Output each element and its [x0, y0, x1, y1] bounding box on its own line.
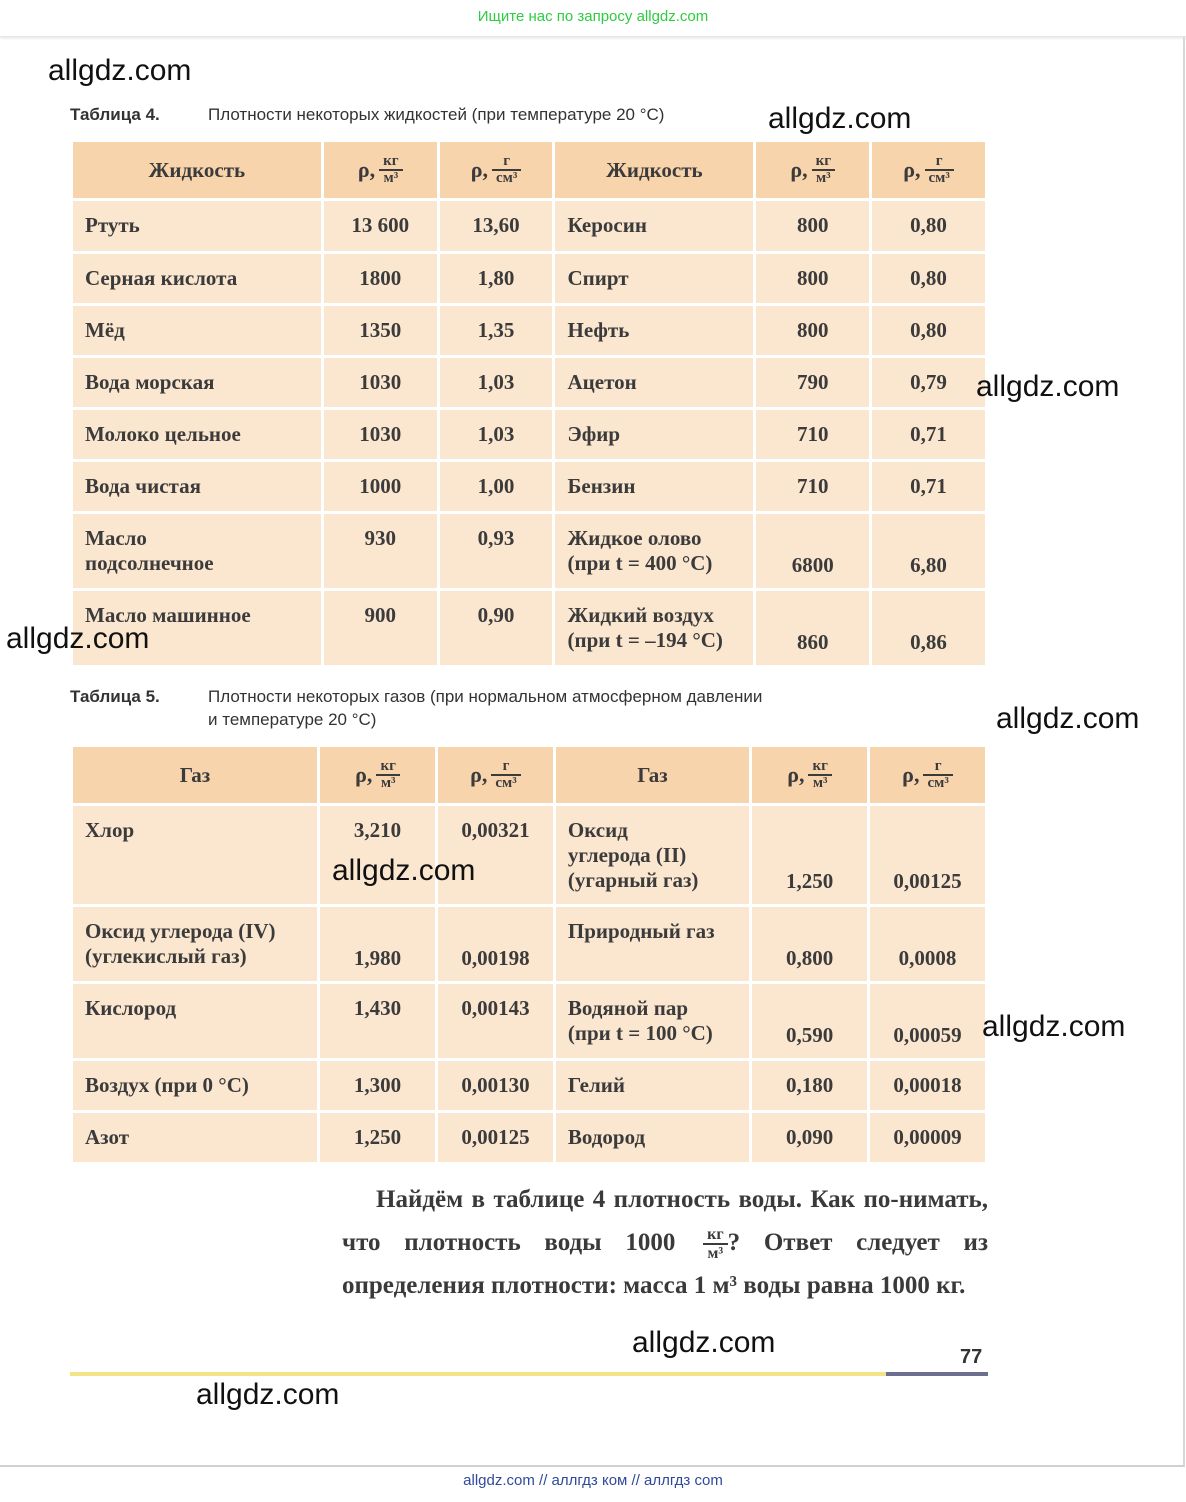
- table4-cell-value: 1,35: [440, 306, 553, 355]
- table4-cell-name: Ацетон: [555, 358, 753, 407]
- table5-row: [73, 1113, 985, 1162]
- table4-cell-name: Керосин: [555, 201, 753, 251]
- table5-cell-value: 0,00018: [870, 1061, 985, 1110]
- table5-caption: [70, 687, 763, 729]
- table5-cell-value: 0,00130: [438, 1061, 553, 1110]
- watermark: allgdz.com: [6, 622, 150, 655]
- table4-header-name2: Жидкость: [555, 142, 753, 198]
- paragraph-part2: ? Ответ следует из определения плотности: масса 1 м³ воды равна 1000 кг.: [342, 1229, 988, 1299]
- table4-row: [73, 410, 985, 459]
- table5-cell-name: Водород: [556, 1113, 749, 1162]
- table4-cell-value: 1030: [324, 358, 437, 407]
- table5-cell-name: Природный газ: [556, 907, 749, 981]
- table4-cell-value: 800: [756, 201, 869, 251]
- table4-cell-value: 1,80: [440, 254, 553, 303]
- table5-row: [73, 907, 985, 981]
- table4-header-kgm3-2: ρ, $\frac{кг}{\text{м³}}$: [756, 142, 869, 198]
- watermark: allgdz.com: [48, 54, 192, 87]
- watermark: allgdz.com: [982, 1010, 1126, 1043]
- table5-cell-name: Оксид углерода (II) (угарный газ): [556, 806, 749, 904]
- table5-cell-value: 0,00198: [438, 907, 553, 981]
- table4-row: [73, 514, 985, 588]
- table5-cell-value: 1,300: [320, 1061, 435, 1110]
- table5-label: Таблица 5.: [70, 687, 160, 706]
- top-banner: [0, 0, 1186, 37]
- table5-cell-value: 0,00125: [438, 1113, 553, 1162]
- table5-cell-value: 0,00059: [870, 984, 985, 1058]
- table5-cell-value: 0,180: [752, 1061, 867, 1110]
- table4-cell-value: 0,80: [872, 254, 985, 303]
- table4-cell-value: 1000: [324, 462, 437, 511]
- table5-cell-name: Гелий: [556, 1061, 749, 1110]
- table5-cell-name: Оксид углерода (IV) (углекислый газ): [73, 907, 317, 981]
- table4-cell-value: 800: [756, 306, 869, 355]
- table5-cell-name: Азот: [73, 1113, 317, 1162]
- table5-cell-name: Воздух (при 0 °С): [73, 1061, 317, 1110]
- table4-header-kgm3: ρ, $\frac{кг}{\text{м³}}$: [324, 142, 437, 198]
- page-number: 77: [960, 1346, 983, 1368]
- table5-cell-value: 1,430: [320, 984, 435, 1058]
- table4-cell-value: 1,00: [440, 462, 553, 511]
- table4-cell-name: Ртуть: [73, 201, 321, 251]
- table5-cell-value: 0,00125: [870, 806, 985, 904]
- table4-cell-value: 1800: [324, 254, 437, 303]
- table5-row: [73, 984, 985, 1058]
- table4-cell-name: Бензин: [555, 462, 753, 511]
- table5-cell-value: 1,250: [320, 1113, 435, 1162]
- table4-row: [73, 591, 985, 665]
- table5-title-line1: Плотности некоторых газов (при нормальном атмосферном давлении: [208, 687, 763, 706]
- table5-header-kgm3: ρ, $\frac{кг}{\text{м³}}$: [320, 747, 435, 803]
- table5-cell-value: 0,0008: [870, 907, 985, 981]
- table4-cell-value: 0,86: [872, 591, 985, 665]
- table4-cell-value: 13,60: [440, 201, 553, 251]
- table4-cell-value: 1,03: [440, 410, 553, 459]
- table5-cell-name: Хлор: [73, 806, 317, 904]
- table5-cell-value: 1,250: [752, 806, 867, 904]
- table5-cell-name: Кислород: [73, 984, 317, 1058]
- table4-cell-value: 900: [324, 591, 437, 665]
- table4-row: [73, 254, 985, 303]
- paragraph-part1: Найдём в таблице 4 плотность воды. Как по-нимать, что плотность воды 1000: [342, 1186, 988, 1256]
- table5-header-gcm3-2: ρ, $\frac{г}{\text{см³}}$: [870, 747, 985, 803]
- table5-header-gcm3: ρ, $\frac{г}{\text{см³}}$: [438, 747, 553, 803]
- body-paragraph: [342, 1178, 988, 1307]
- table4-cell-value: 0,80: [872, 306, 985, 355]
- table5-cell-value: 3,210: [320, 806, 435, 904]
- footer-rule-yellow: [70, 1372, 886, 1376]
- table4-cell-value: 0,80: [872, 201, 985, 251]
- table4-cell-name: Нефть: [555, 306, 753, 355]
- table4-cell-value: 0,71: [872, 410, 985, 459]
- footer-rule-blue: [886, 1372, 988, 1376]
- watermark: allgdz.com: [332, 854, 476, 887]
- table4-row: [73, 201, 985, 251]
- table4-cell-name: Спирт: [555, 254, 753, 303]
- table4-cell-value: 13 600: [324, 201, 437, 251]
- watermark: allgdz.com: [768, 102, 912, 135]
- table5-cell-value: 0,00009: [870, 1113, 985, 1162]
- table4-cell-name: Жидкий воздух (при t = –194 °С): [555, 591, 753, 665]
- table5-row: [73, 1061, 985, 1110]
- table4-cell-value: 930: [324, 514, 437, 588]
- table5-title-line2: и температуре 20 °С): [208, 710, 377, 729]
- table4: [70, 139, 988, 668]
- table4-cell-name: Серная кислота: [73, 254, 321, 303]
- table4-cell-value: 710: [756, 410, 869, 459]
- table4-cell-value: 0,90: [440, 591, 553, 665]
- paragraph-unit: $\frac{кг}{\text{м³}}$: [703, 1226, 727, 1262]
- table4-cell-value: 0,79: [872, 358, 985, 407]
- table4-cell-value: 1350: [324, 306, 437, 355]
- table5-cell-name: Водяной пар (при t = 100 °С): [556, 984, 749, 1058]
- table5-cell-value: 0,590: [752, 984, 867, 1058]
- table4-cell-value: 710: [756, 462, 869, 511]
- table5: [70, 744, 988, 1165]
- table4-cell-name: Масло машинное: [73, 591, 321, 665]
- table4-cell-value: 6800: [756, 514, 869, 588]
- table4-row: [73, 358, 985, 407]
- table4-cell-name: Мёд: [73, 306, 321, 355]
- watermark: allgdz.com: [196, 1378, 340, 1411]
- table4-cell-value: 6,80: [872, 514, 985, 588]
- table4-header-gcm3: ρ, $\frac{г}{\text{см³}}$: [440, 142, 553, 198]
- table4-cell-value: 0,93: [440, 514, 553, 588]
- table4-label: Таблица 4.: [70, 105, 160, 124]
- watermark: allgdz.com: [976, 370, 1120, 403]
- table4-cell-value: 790: [756, 358, 869, 407]
- watermark: allgdz.com: [632, 1326, 776, 1359]
- table4-cell-value: 800: [756, 254, 869, 303]
- table4-cell-name: Жидкое олово (при t = 400 °С): [555, 514, 753, 588]
- watermark: allgdz.com: [996, 702, 1140, 735]
- table4-cell-name: Вода морская: [73, 358, 321, 407]
- table5-row: [73, 806, 985, 904]
- table4-cell-name: Эфир: [555, 410, 753, 459]
- banner-text: Ищите нас по запросу allgdz.com: [477, 8, 709, 25]
- table4-header-name: Жидкость: [73, 142, 321, 198]
- table4-cell-value: 0,71: [872, 462, 985, 511]
- table5-cell-value: 0,00321: [438, 806, 553, 904]
- table4-row: [73, 306, 985, 355]
- table4-header-gcm3-2: ρ, $\frac{г}{\text{см³}}$: [872, 142, 985, 198]
- table5-header-name2: Газ: [556, 747, 749, 803]
- table4-title: Плотности некоторых жидкостей (при температуре 20 °С): [208, 105, 665, 124]
- table4-cell-name: Масло подсолнечное: [73, 514, 321, 588]
- table5-header-row: [73, 747, 985, 803]
- table4-cell-name: Молоко цельное: [73, 410, 321, 459]
- table5-cell-value: 1,980: [320, 907, 435, 981]
- table4-cell-name: Вода чистая: [73, 462, 321, 511]
- table4-caption: [70, 105, 665, 125]
- footer-links: allgdz.com // аллгдз ком // аллгдз com: [463, 1472, 723, 1489]
- table5-header-kgm3-2: ρ, $\frac{кг}{\text{м³}}$: [752, 747, 867, 803]
- table5-header-name: Газ: [73, 747, 317, 803]
- table5-cell-value: 0,00143: [438, 984, 553, 1058]
- table5-cell-value: 0,090: [752, 1113, 867, 1162]
- table4-cell-value: 1,03: [440, 358, 553, 407]
- table5-cell-value: 0,800: [752, 907, 867, 981]
- table4-cell-value: 1030: [324, 410, 437, 459]
- table4-header-row: [73, 142, 985, 198]
- table4-cell-value: 860: [756, 591, 869, 665]
- table4-row: [73, 462, 985, 511]
